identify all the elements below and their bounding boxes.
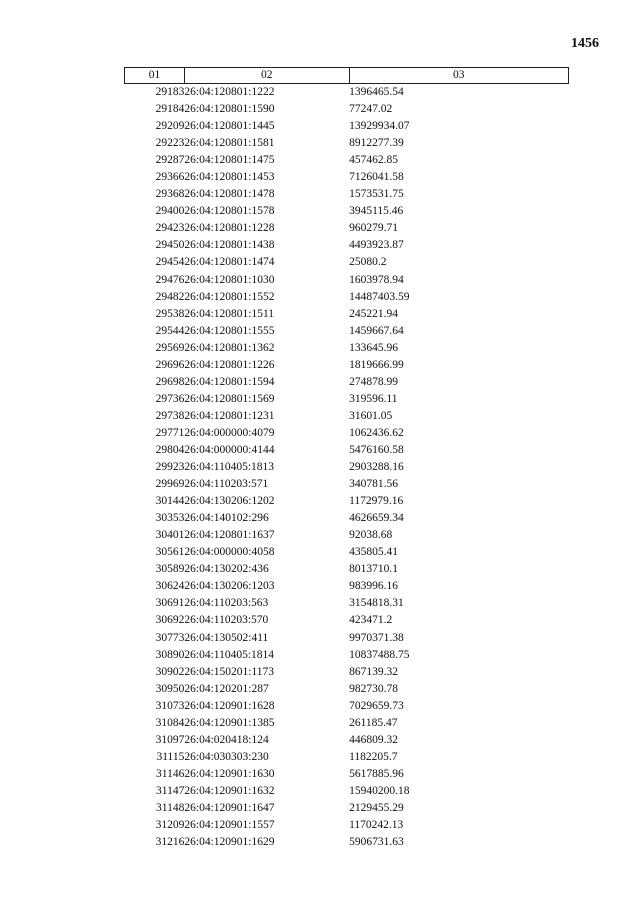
value-cell: 245221.94 (349, 307, 398, 320)
value-cell: 867139.32 (349, 665, 398, 678)
value-cell: 446809.32 (349, 733, 398, 746)
value-cell: 1396465.54 (349, 86, 404, 99)
cadastral-number-cell: 26:04:110405:1814 (184, 648, 275, 661)
cadastral-number-cell: 26:04:120801:1362 (184, 341, 275, 354)
value-cell: 5906731.63 (349, 836, 404, 849)
column-header-03: 03 (349, 68, 568, 84)
table-row (125, 391, 569, 408)
cadastral-number-cell: 26:04:120801:1445 (184, 120, 275, 133)
table-row (125, 186, 569, 203)
row-number-cell: 29184 (155, 103, 185, 116)
row-number-cell: 30691 (155, 597, 185, 610)
table-row (125, 817, 569, 834)
table-row (125, 340, 569, 357)
cadastral-number-cell: 26:04:120801:1475 (184, 154, 275, 167)
row-number-cell: 29804 (155, 444, 185, 456)
value-cell: 435805.41 (349, 546, 398, 559)
table-row (125, 101, 569, 118)
cadastral-number-cell: 26:04:110203:571 (184, 478, 269, 491)
value-cell: 1182205.7 (349, 750, 398, 763)
table-row (125, 715, 569, 732)
value-cell: 1062436.62 (349, 426, 404, 439)
cadastral-number-cell: 26:04:120201:287 (184, 682, 269, 695)
row-number-cell: 30144 (155, 495, 185, 508)
value-cell: 9970371.38 (349, 631, 404, 644)
table-row (125, 408, 569, 425)
row-number-cell: 31216 (155, 836, 185, 849)
value-cell: 5617885.96 (349, 767, 404, 780)
cadastral-number-cell: 26:04:120801:1474 (184, 256, 275, 269)
row-number-cell: 29209 (155, 120, 185, 133)
table-row (125, 442, 569, 459)
value-cell: 1603978.94 (349, 273, 404, 286)
table-row (125, 425, 569, 442)
table-row (125, 698, 569, 715)
value-cell: 1459667.64 (349, 324, 404, 337)
row-number-cell: 30902 (155, 665, 185, 678)
table-row (125, 766, 569, 783)
cadastral-number-cell: 26:04:120801:1438 (184, 239, 275, 252)
row-number-cell: 29771 (155, 426, 185, 439)
row-number-cell: 30950 (155, 682, 185, 695)
cadastral-number-cell: 26:04:120801:1511 (184, 307, 275, 320)
cadastral-number-cell: 26:04:120801:1578 (184, 205, 275, 218)
table-row (125, 630, 569, 647)
table-row (125, 681, 569, 698)
value-cell: 982730.78 (349, 682, 398, 695)
table-row (125, 664, 569, 681)
value-cell: 8013710.1 (349, 563, 398, 576)
table-row (125, 254, 569, 271)
cadastral-number-cell: 26:04:120801:1030 (184, 273, 275, 286)
row-number-cell: 30773 (155, 631, 185, 644)
table-row (125, 595, 569, 612)
table-row (125, 510, 569, 527)
value-cell: 960279.71 (349, 222, 398, 235)
row-number-cell: 29183 (155, 86, 185, 99)
cadastral-number-cell: 26:04:140102:296 (184, 512, 269, 525)
table-row (125, 561, 569, 578)
row-number-cell: 31073 (155, 699, 185, 712)
row-number-cell: 30561 (155, 546, 185, 559)
value-cell: 4493923.87 (349, 239, 404, 252)
value-cell: 3945115.46 (349, 205, 404, 218)
cadastral-number-cell: 26:04:130202:436 (184, 563, 269, 576)
cadastral-number-cell: 26:04:120801:1231 (184, 409, 275, 422)
row-number-cell: 29400 (155, 205, 185, 218)
table-row (125, 272, 569, 289)
value-cell: 2903288.16 (349, 461, 404, 474)
row-number-cell: 30692 (155, 614, 185, 627)
row-number-cell: 31084 (155, 716, 185, 729)
cadastral-number-cell: 26:04:110203:563 (184, 597, 269, 610)
row-number-cell: 29287 (155, 154, 185, 167)
column-header-01: 01 (125, 68, 185, 84)
table-row (125, 459, 569, 476)
row-number-cell: 29538 (155, 307, 185, 320)
table-row (125, 118, 569, 135)
cadastral-number-cell: 26:04:120801:1594 (184, 375, 275, 388)
value-cell: 77247.02 (349, 103, 393, 116)
value-cell: 319596.11 (349, 392, 398, 405)
cadastral-number-cell: 26:04:120901:1632 (184, 784, 275, 797)
cadastral-number-cell: 26:04:120801:1478 (184, 188, 275, 201)
cadastral-number-cell: 26:04:000000:4079 (184, 426, 275, 439)
value-cell: 1819666.99 (349, 358, 404, 371)
table-row (125, 169, 569, 186)
row-number-cell: 29454 (155, 256, 185, 269)
row-number-cell: 30589 (155, 563, 185, 576)
table-row (125, 544, 569, 561)
table-row (125, 357, 569, 374)
value-cell: 92038.68 (349, 529, 393, 542)
value-cell: 7029659.73 (349, 699, 404, 712)
value-cell: 423471.2 (349, 614, 393, 627)
cadastral-number-cell: 26:04:130206:1203 (184, 580, 275, 593)
value-cell: 133645.96 (349, 341, 398, 354)
table-row (125, 834, 569, 851)
table-row (125, 289, 569, 306)
table-header-row (125, 68, 569, 84)
cadastral-number-cell: 26:04:130502:411 (184, 631, 269, 644)
row-number-cell: 29738 (155, 409, 185, 422)
table-row (125, 203, 569, 220)
cadastral-number-cell: 26:04:120801:1581 (184, 137, 275, 150)
value-cell: 10837488.75 (349, 648, 410, 661)
row-number-cell: 29736 (155, 392, 185, 405)
cadastral-number-cell: 26:04:110405:1813 (184, 461, 275, 474)
table-row (125, 800, 569, 817)
cadastral-number-cell: 26:04:120801:1228 (184, 222, 275, 235)
row-number-cell: 29423 (155, 222, 185, 235)
cadastral-number-cell: 26:04:020418:124 (184, 733, 269, 746)
value-cell: 261185.47 (349, 716, 398, 729)
cadastral-number-cell: 26:04:120901:1630 (184, 767, 275, 780)
row-number-cell: 30890 (155, 648, 185, 661)
table-row (125, 647, 569, 664)
row-number-cell: 30624 (155, 580, 185, 593)
row-number-cell: 29923 (155, 461, 185, 474)
cadastral-number-cell: 26:04:150201:1173 (184, 665, 275, 678)
row-number-cell: 31147 (156, 784, 185, 797)
table-body (125, 84, 569, 852)
column-header-02: 02 (184, 68, 349, 84)
table-row (125, 152, 569, 169)
table-row (125, 374, 569, 391)
cadastral-number-cell: 26:04:000000:4058 (184, 546, 275, 559)
table-row (125, 749, 569, 766)
table-row (125, 493, 569, 510)
value-cell: 274878.99 (349, 375, 398, 388)
row-number-cell: 29223 (155, 137, 185, 150)
value-cell: 4626659.34 (349, 512, 404, 525)
value-cell: 25080.2 (349, 256, 387, 269)
row-number-cell: 29450 (155, 239, 185, 252)
table-row (125, 306, 569, 323)
row-number-cell: 30401 (155, 529, 185, 542)
value-cell: 457462.85 (349, 154, 398, 167)
cadastral-number-cell: 26:04:120801:1453 (184, 171, 275, 184)
table-row (125, 220, 569, 237)
cadastral-number-cell: 26:04:120901:1629 (184, 836, 275, 849)
cadastral-number-cell: 26:04:030303:230 (184, 750, 269, 763)
cadastral-number-cell: 26:04:130206:1202 (184, 495, 275, 508)
cadastral-number-cell: 26:04:120801:1226 (184, 358, 275, 371)
value-cell: 1573531.75 (349, 188, 404, 201)
value-cell: 8912277.39 (349, 137, 404, 150)
cadastral-number-cell: 26:04:120801:1569 (184, 392, 275, 405)
row-number-cell: 29544 (155, 324, 185, 337)
row-number-cell: 30353 (155, 512, 185, 525)
table-row (125, 527, 569, 544)
value-cell: 1172979.16 (349, 495, 404, 508)
row-number-cell: 29696 (155, 358, 185, 371)
row-number-cell: 29698 (155, 375, 185, 388)
row-number-cell: 29569 (155, 341, 185, 354)
value-cell: 15940200.18 (349, 784, 410, 797)
cadastral-number-cell: 26:04:120801:1637 (184, 529, 275, 542)
value-cell: 2129455.29 (349, 801, 404, 814)
table-row (125, 84, 569, 102)
cadastral-number-cell: 26:04:120901:1557 (184, 819, 275, 832)
value-cell: 14487403.59 (349, 290, 410, 303)
table-row (125, 578, 569, 595)
value-cell: 3154818.31 (349, 597, 404, 610)
table-row (125, 476, 569, 493)
row-number-cell: 29366 (155, 171, 185, 184)
row-number-cell: 31209 (155, 819, 185, 832)
table-row (125, 323, 569, 340)
value-cell: 13929934.07 (349, 120, 410, 133)
row-number-cell: 29482 (155, 290, 185, 303)
cadastral-number-cell: 26:04:000000:4144 (184, 444, 275, 456)
value-cell: 983996.16 (349, 580, 398, 593)
table-row (125, 783, 569, 800)
cadastral-number-cell: 26:04:120901:1628 (184, 699, 275, 712)
row-number-cell: 31115 (156, 750, 185, 763)
row-number-cell: 29476 (155, 273, 185, 286)
page-number: 1456 (571, 36, 599, 51)
table-row (125, 237, 569, 254)
cadastral-number-cell: 26:04:120901:1385 (184, 716, 275, 729)
table-row (125, 135, 569, 152)
cadastral-number-cell: 26:04:120801:1590 (184, 103, 275, 116)
cadastral-number-cell: 26:04:120901:1647 (184, 801, 275, 814)
value-cell: 340781.56 (349, 478, 398, 491)
cadastral-number-cell: 26:04:120801:1552 (184, 290, 275, 303)
value-cell: 5476160.58 (349, 444, 404, 456)
cadastral-number-cell: 26:04:120801:1555 (184, 324, 275, 337)
value-cell: 7126041.58 (349, 171, 404, 184)
table-row (125, 732, 569, 749)
row-number-cell: 31146 (156, 767, 185, 780)
row-number-cell: 29368 (155, 188, 185, 201)
cadastral-number-cell: 26:04:110203:570 (184, 614, 269, 627)
row-number-cell: 29969 (155, 478, 185, 491)
table-row (125, 612, 569, 629)
row-number-cell: 31097 (155, 733, 185, 746)
data-table (124, 67, 569, 851)
value-cell: 1170242.13 (349, 819, 404, 832)
cadastral-number-cell: 26:04:120801:1222 (184, 86, 275, 99)
value-cell: 31601.05 (349, 409, 393, 422)
row-number-cell: 31148 (156, 801, 185, 814)
